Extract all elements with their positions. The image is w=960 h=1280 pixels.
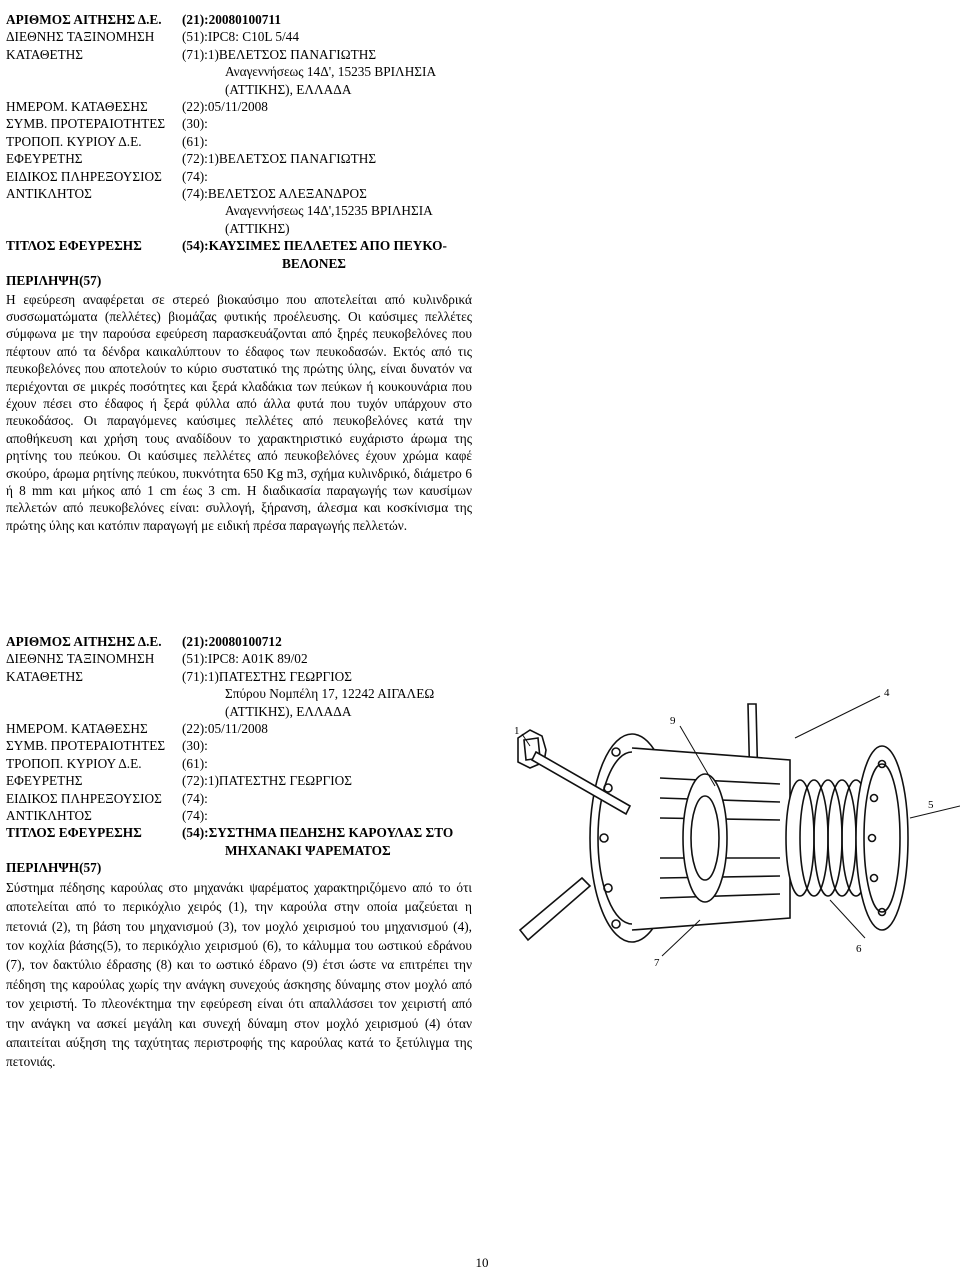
- application-number-value: (21):20080100711: [182, 12, 281, 27]
- title-value: (54):ΚΑΥΣΙΜΕΣ ΠΕΛΛΕΤΕΣ ΑΠΟ ΠΕΥΚΟ-: [182, 238, 447, 254]
- priority-label: ΣΥΜΒ. ΠΡΟΤΕΡΑΙΟΤΗΤΕΣ: [6, 116, 166, 132]
- modification-value: (61):: [182, 133, 208, 149]
- priority-row: [6, 737, 472, 754]
- representative-address-line-2: (ΑΤΤΙΚΗΣ): [225, 220, 290, 236]
- classification-label: ΔΙΕΘΝΗΣ ΤΑΞΙΝΟΜΗΣΗ: [6, 29, 155, 45]
- abstract-heading: ΠΕΡΙΛΗΨΗ(57): [6, 273, 102, 289]
- title-block: [182, 237, 472, 272]
- application-number-row: [6, 11, 472, 28]
- agent-row: [6, 168, 472, 185]
- modification-row: [6, 133, 472, 150]
- applicant-row: [6, 668, 472, 720]
- classification-row: [6, 28, 472, 45]
- applicant-address-line-1: Αναγεννήσεως 14Δ', 15235 ΒΡΙΛΗΣΙΑ: [225, 64, 437, 80]
- part-label-9: 9: [670, 715, 676, 727]
- title-label: ΤΙΤΛΟΣ ΕΦΕΥΡΕΣΗΣ: [6, 238, 142, 254]
- representative-value: (74):ΒΕΛΕΤΣΟΣ ΑΛΕΞΑΝΔΡΟΣ: [182, 186, 367, 202]
- application-number-label: ΑΡΙΘΜΟΣ ΑΙΤΗΣΗΣ Δ.Ε.: [6, 12, 162, 27]
- inventor-value: (72):1)ΠΑΤΕΣΤΗΣ ΓΕΩΡΓΙΟΣ: [182, 773, 352, 789]
- agent-label: ΕΙΔΙΚΟΣ ΠΛΗΡΕΞΟΥΣΙΟΣ: [6, 168, 162, 184]
- priority-value: (30):: [182, 738, 208, 754]
- part-label-4: 4: [884, 687, 890, 699]
- title-block: [182, 824, 472, 859]
- abstract-text: Σύστημα πέδησης καρούλας στο μηχανάκι ψαρέματος χαρακτηριζόμενο από το ότι αποτελείται από το περικόχλιο χειρός (1), την καρούλα στην οποία μαζεύεται η πετονιά (2), τη βάση του μηχανισμού (3), τον μοχλό χειρισμού του μηχανισμού (4), τον κοχλία βάσης(5), το περικόχλιο χειρισμού (6), το κάλυμμα του ωστικού εδράνου (7), τον δακτύλιο έδρασης (8) και το ωστικό έδρανο (9) έτσι ώστε να επιτρέπει την πέδηση της καρούλας χωρίς την ανάγκη συνεχούς άσκησης δύναμης στον μοχλό από τον χειριστή. Το πλεονέκτημα την εφεύρεση είναι ότι απαλλάσσει τον χειριστή από την ανάγκη να ασκεί μεγάλη και συνεχή δύναμη στον μοχλό χειρισμού (4) όταν απαιτείται αύξηση της ταχύτητας περιστροφής της καρούλας κατά το ξετύλιγμα της πετονιάς.: [6, 879, 472, 1070]
- representative-row: [6, 185, 472, 237]
- representative-block: [182, 185, 472, 237]
- patent-record-1: [6, 11, 472, 534]
- representative-label: ΑΝΤΙΚΛΗΤΟΣ: [6, 808, 92, 824]
- patent-record-2: [6, 633, 472, 1072]
- modification-label: ΤΡΟΠΟΠ. ΚΥΡΙΟΥ Δ.Ε.: [6, 133, 142, 149]
- title-row: [6, 237, 472, 272]
- representative-address-line-1: Αναγεννήσεως 14Δ',15235 ΒΡΙΛΗΣΙΑ: [225, 203, 433, 219]
- application-number-label: ΑΡΙΘΜΟΣ ΑΙΤΗΣΗΣ Δ.Ε.: [6, 634, 162, 649]
- agent-value: (74):: [182, 790, 208, 806]
- title-value-continued: ΒΕΛΟΝΕΣ: [282, 255, 347, 271]
- classification-value: (51):IPC8: C10L 5/44: [182, 29, 299, 45]
- filing-date-row: [6, 720, 472, 737]
- representative-row: [6, 807, 472, 824]
- part-label-5: 5: [928, 799, 934, 811]
- applicant-label: ΚΑΤΑΘΕΤΗΣ: [6, 46, 84, 62]
- classification-label: ΔΙΕΘΝΗΣ ΤΑΞΙΝΟΜΗΣΗ: [6, 651, 155, 667]
- filing-date-value: (22):05/11/2008: [182, 721, 268, 737]
- application-number-row: [6, 633, 472, 650]
- applicant-value: (71):1)ΒΕΛΕΤΣΟΣ ΠΑΝΑΓΙΩΤΗΣ: [182, 46, 377, 62]
- classification-value: (51):IPC8: A01K 89/02: [182, 651, 308, 667]
- inventor-row: [6, 772, 472, 789]
- agent-value: (74):: [182, 168, 208, 184]
- inventor-label: ΕΦΕΥΡΕΤΗΣ: [6, 773, 83, 789]
- reel-brake-drawing: [490, 668, 960, 1008]
- part-label-1: 1: [514, 725, 520, 737]
- abstract-text: Η εφεύρεση αναφέρεται σε στερεό βιοκαύσιμο που αποτελείται από κυλινδρικά συσσωματώματα (πελλέτες) βιομάζας φυτικής προέλευσης. Οι καύσιμες πελλέτες σύμφωνα με την παρούσα εφεύρεση παρασκευάζονται από ξηρές πευκοβελόνες που πέφτουν από τα δένδρα καικαλύπτουν το έδαφος των πευκοδασών. Εκτός από τις πευκοβελόνες που αποτελούν το κύριο συστατικό της πρώτης ύλης, είναι δυνατόν να περιέχονται σε μικρές ποσότητες και ξερά κλαδάκια των πεύκων ή κουκουνάρια που έχουν πέσει στο έδαφος ή ξερά φύλλα από άλλα φυτά που τυχόν υπάρχουν στο πευκοδάσος. Οι παραγόμενες καύσιμες πελλέτες από πευκοβελόνες κατά την αποθήκευση και χρήση τους αναδίδουν το χαρακτηριστικό ευχάριστο άρωμα της ρητίνης του πεύκου. Οι καύσιμες πελλέτες από πευκοβελόνες έχουν χρώμα καφέ σκούρο, άρωμα ρητίνης πεύκου, πυκνότητα 650 Kg m3, σχήμα κυλινδρικό, διάμετρο 6 ή 8 mm και μήκος από 1 cm έως 3 cm. Η διαδικασία παραγωγής των καυσίμων πελλετών από πευκοβελόνες είναι: συλλογή, ξήρανση, άλεσμα και κοσκίνισμα της πρώτης ύλης και κατόπιν παραγωγή με ειδική πρέσα παραγωγής πελλετών.: [6, 291, 472, 533]
- modification-row: [6, 755, 472, 772]
- priority-label: ΣΥΜΒ. ΠΡΟΤΕΡΑΙΟΤΗΤΕΣ: [6, 738, 166, 754]
- title-row: [6, 824, 472, 859]
- inventor-value: (72):1)ΒΕΛΕΤΣΟΣ ΠΑΝΑΓΙΩΤΗΣ: [182, 151, 377, 167]
- priority-value: (30):: [182, 116, 208, 132]
- application-number-value: (21):20080100712: [182, 634, 282, 649]
- title-label: ΤΙΤΛΟΣ ΕΦΕΥΡΕΣΗΣ: [6, 825, 142, 841]
- modification-value: (61):: [182, 755, 208, 771]
- page-number: 10: [475, 1255, 489, 1270]
- applicant-address-line-2: (ΑΤΤΙΚΗΣ), ΕΛΛΑΔΑ: [225, 703, 352, 719]
- representative-label: ΑΝΤΙΚΛΗΤΟΣ: [6, 186, 92, 202]
- applicant-row: [6, 46, 472, 98]
- part-label-7: 7: [654, 957, 660, 969]
- applicant-address-line-1: Σπύρου Νομπέλη 17, 12242 ΑΙΓΑΛΕΩ: [225, 686, 435, 702]
- operating-lever: [520, 878, 590, 940]
- inventor-row: [6, 150, 472, 167]
- filing-date-label: ΗΜΕΡΟΜ. ΚΑΤΑΘΕΣΗΣ: [6, 721, 148, 737]
- applicant-label: ΚΑΤΑΘΕΤΗΣ: [6, 668, 84, 684]
- applicant-value: (71):1)ΠΑΤΕΣΤΗΣ ΓΕΩΡΓΙΟΣ: [182, 668, 352, 684]
- classification-row: [6, 650, 472, 667]
- inventor-label: ΕΦΕΥΡΕΤΗΣ: [6, 151, 83, 167]
- filing-date-label: ΗΜΕΡΟΜ. ΚΑΤΑΘΕΣΗΣ: [6, 99, 148, 115]
- representative-value: (74):: [182, 808, 208, 824]
- filing-date-value: (22):05/11/2008: [182, 99, 268, 115]
- agent-label: ΕΙΔΙΚΟΣ ΠΛΗΡΕΞΟΥΣΙΟΣ: [6, 790, 162, 806]
- priority-row: [6, 115, 472, 132]
- applicant-block: [182, 668, 472, 720]
- abstract-heading: ΠΕΡΙΛΗΨΗ(57): [6, 860, 102, 876]
- agent-row: [6, 790, 472, 807]
- modification-label: ΤΡΟΠΟΠ. ΚΥΡΙΟΥ Δ.Ε.: [6, 755, 142, 771]
- part-label-6: 6: [856, 943, 862, 955]
- applicant-address-line-2: (ΑΤΤΙΚΗΣ), ΕΛΛΑΔΑ: [225, 81, 352, 97]
- title-value-continued: ΜΗΧΑΝΑΚΙ ΨΑΡΕΜΑΤΟΣ: [225, 842, 391, 858]
- filing-date-row: [6, 98, 472, 115]
- applicant-block: [182, 46, 472, 98]
- title-value: (54):ΣΥΣΤΗΜΑ ΠΕΔΗΣΗΣ ΚΑΡΟΥΛΑΣ ΣΤΟ: [182, 825, 454, 841]
